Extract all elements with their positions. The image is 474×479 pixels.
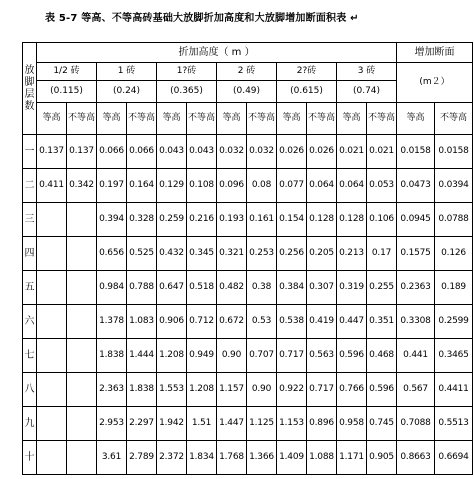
row-label: 一 [23, 135, 37, 169]
table-cell: 0.066 [127, 135, 157, 169]
table-cell: 0.596 [337, 339, 367, 373]
subheader-unequal: 不等高 [187, 103, 217, 135]
brick-size-name: 1/2 砖 [37, 63, 97, 81]
subheader-unequal: 不等高 [367, 103, 397, 135]
table-cell: 1.51 [187, 407, 217, 441]
table-cell: 0.096 [217, 169, 247, 203]
brick-size-name: 1?砖 [157, 63, 217, 81]
brick-size-value: (0.74) [337, 81, 397, 103]
table-cell: 1.083 [127, 305, 157, 339]
table-cell: 0.896 [307, 407, 337, 441]
table-cell: 0.525 [127, 237, 157, 271]
brick-size-value: (0.24) [97, 81, 157, 103]
table-cell [37, 441, 67, 475]
table-cell: 0.53 [247, 305, 277, 339]
table-cell: 0.126 [435, 237, 473, 271]
table-cell: 0.788 [127, 271, 157, 305]
table-cell: 0.411 [37, 169, 67, 203]
table-cell: 1.366 [247, 441, 277, 475]
brick-size-name: 2 砖 [217, 63, 277, 81]
table-cell: 0.193 [217, 203, 247, 237]
header-char: 放 [24, 64, 35, 76]
table-cell: 0.128 [307, 203, 337, 237]
table-cell: 0.958 [337, 407, 367, 441]
table-cell: 0.137 [67, 135, 97, 169]
table-cell: 0.328 [127, 203, 157, 237]
table-row [23, 203, 473, 237]
row-label: 五 [23, 271, 37, 305]
table-row [23, 339, 473, 373]
table-cell: 2.372 [157, 441, 187, 475]
row-label: 四 [23, 237, 37, 271]
brick-size-value: (0.115) [37, 81, 97, 103]
table-cell: 1.444 [127, 339, 157, 373]
table-cell: 0.307 [307, 271, 337, 305]
table-cell: 0.032 [247, 135, 277, 169]
header-fold-height: 折加高度（ m ） [37, 43, 397, 63]
row-label: 八 [23, 373, 37, 407]
table-cell: 0.351 [367, 305, 397, 339]
table-cell: 1.409 [277, 441, 307, 475]
row-label: 二 [23, 169, 37, 203]
table-cell: 0.1575 [397, 237, 435, 271]
table-cell: 1.171 [337, 441, 367, 475]
table-cell: 0.17 [367, 237, 397, 271]
table-cell: 0.259 [157, 203, 187, 237]
table-cell [67, 373, 97, 407]
table-cell: 0.064 [337, 169, 367, 203]
table-cell: 0.656 [97, 237, 127, 271]
table-cell: 0.164 [127, 169, 157, 203]
row-label: 十 [23, 441, 37, 475]
table-cell [37, 339, 67, 373]
table-cell: 0.7088 [397, 407, 435, 441]
table-cell: 0.745 [367, 407, 397, 441]
table-cell [67, 203, 97, 237]
table-cell: 1.834 [187, 441, 217, 475]
row-label: 九 [23, 407, 37, 441]
table-cell: 0.766 [337, 373, 367, 407]
table-cell: 3.61 [97, 441, 127, 475]
brick-size-value: (0.49) [217, 81, 277, 103]
table-cell: 2.297 [127, 407, 157, 441]
subheader-equal: 等高 [97, 103, 127, 135]
table-cell [67, 407, 97, 441]
table-cell: 0.8663 [397, 441, 435, 475]
table-cell: 0.08 [247, 169, 277, 203]
table-cell: 0.128 [337, 203, 367, 237]
table-cell: 0.441 [397, 339, 435, 373]
table-cell: 0.213 [337, 237, 367, 271]
table-cell: 0.0945 [397, 203, 435, 237]
table-cell: 2.789 [127, 441, 157, 475]
table-cell: 2.363 [97, 373, 127, 407]
table-cell [67, 237, 97, 271]
table-row [23, 407, 473, 441]
table-cell: 0.90 [247, 373, 277, 407]
table-cell: 0.0788 [435, 203, 473, 237]
table-cell: 1.208 [187, 373, 217, 407]
table-cell: 1.942 [157, 407, 187, 441]
table-cell: 0.707 [247, 339, 277, 373]
table-cell: 0.447 [337, 305, 367, 339]
subheader-unequal: 不等高 [67, 103, 97, 135]
table-cell: 0.567 [397, 373, 435, 407]
table-cell: 0.647 [157, 271, 187, 305]
table-cell [37, 237, 67, 271]
table-cell: 1.838 [97, 339, 127, 373]
row-label: 七 [23, 339, 37, 373]
table-cell [37, 407, 67, 441]
subheader-equal: 等高 [277, 103, 307, 135]
table-cell: 1.768 [217, 441, 247, 475]
brick-size-value: (0.365) [157, 81, 217, 103]
brick-size-value: (0.615) [277, 81, 337, 103]
table-cell [67, 271, 97, 305]
table-cell [67, 339, 97, 373]
table-cell: 1.157 [217, 373, 247, 407]
table-title: 表 5-7 等高、不等高砖基础大放脚折加高度和大放脚增加断面积表 ↵ [45, 13, 359, 24]
header-row-brick-names [23, 63, 473, 81]
table-cell: 0.6694 [435, 441, 473, 475]
table-cell: 0.197 [97, 169, 127, 203]
table-cell: 0.253 [247, 237, 277, 271]
table-cell: 0.108 [187, 169, 217, 203]
table-cell [67, 305, 97, 339]
table-cell: 0.129 [157, 169, 187, 203]
table-cell [37, 305, 67, 339]
table-cell: 0.949 [187, 339, 217, 373]
table-cell: 0.4411 [435, 373, 473, 407]
table-cell: 1.838 [127, 373, 157, 407]
table-cell: 0.026 [277, 135, 307, 169]
table-cell: 0.2363 [397, 271, 435, 305]
table-cell: 0.468 [367, 339, 397, 373]
table-cell: 0.596 [367, 373, 397, 407]
table-cell: 0.043 [187, 135, 217, 169]
table-row [23, 237, 473, 271]
table-cell: 0.064 [307, 169, 337, 203]
row-label: 六 [23, 305, 37, 339]
table-cell [37, 271, 67, 305]
table-cell [37, 203, 67, 237]
area-unit: (m２） [397, 63, 473, 103]
subheader-equal: 等高 [37, 103, 67, 135]
table-cell: 0.077 [277, 169, 307, 203]
table-cell: 0.717 [277, 339, 307, 373]
table-cell: 0.032 [217, 135, 247, 169]
table-cell: 0.021 [367, 135, 397, 169]
data-table-wrapper [22, 42, 472, 475]
table-cell: 0.321 [217, 237, 247, 271]
table-cell: 0.984 [97, 271, 127, 305]
table-cell: 0.384 [277, 271, 307, 305]
subheader-equal: 等高 [397, 103, 435, 135]
table-cell: 0.026 [307, 135, 337, 169]
table-row [23, 305, 473, 339]
table-cell: 0.0473 [397, 169, 435, 203]
table-cell: 0.161 [247, 203, 277, 237]
table-row [23, 271, 473, 305]
table-cell: 0.205 [307, 237, 337, 271]
data-table [22, 42, 473, 475]
subheader-unequal: 不等高 [127, 103, 157, 135]
table-cell: 2.953 [97, 407, 127, 441]
table-cell: 0.563 [307, 339, 337, 373]
table-cell: 0.432 [157, 237, 187, 271]
table-cell: 1.378 [97, 305, 127, 339]
table-cell: 1.088 [307, 441, 337, 475]
table-row [23, 169, 473, 203]
subheader-unequal: 不等高 [435, 103, 473, 135]
subheader-unequal: 不等高 [307, 103, 337, 135]
table-cell: 1.447 [217, 407, 247, 441]
table-cell: 0.717 [307, 373, 337, 407]
table-cell: 1.208 [157, 339, 187, 373]
header-char: 层 [24, 88, 35, 100]
table-cell: 0.0158 [397, 135, 435, 169]
table-cell: 0.3465 [435, 339, 473, 373]
table-cell: 0.906 [157, 305, 187, 339]
table-cell: 0.482 [217, 271, 247, 305]
table-cell: 0.0158 [435, 135, 473, 169]
table-cell: 0.066 [97, 135, 127, 169]
table-cell [37, 373, 67, 407]
table-cell: 0.342 [67, 169, 97, 203]
header-char: 数 [24, 100, 35, 112]
table-cell: 0.106 [367, 203, 397, 237]
table-cell: 0.154 [277, 203, 307, 237]
subheader-unequal: 不等高 [247, 103, 277, 135]
subheader-equal: 等高 [157, 103, 187, 135]
table-cell: 0.053 [367, 169, 397, 203]
header-row-group [23, 43, 473, 63]
table-row [23, 441, 473, 475]
table-cell: 0.255 [367, 271, 397, 305]
table-row [23, 373, 473, 407]
table-cell: 0.419 [307, 305, 337, 339]
table-row [23, 135, 473, 169]
table-cell: 0.538 [277, 305, 307, 339]
brick-size-name: 3 砖 [337, 63, 397, 81]
table-cell: 0.319 [337, 271, 367, 305]
subheader-equal: 等高 [337, 103, 367, 135]
table-cell: 0.38 [247, 271, 277, 305]
table-cell: 0.0394 [435, 169, 473, 203]
subheader-equal: 等高 [217, 103, 247, 135]
table-cell: 0.345 [187, 237, 217, 271]
header-char: 脚 [24, 76, 35, 88]
table-cell [67, 441, 97, 475]
table-cell: 0.712 [187, 305, 217, 339]
table-cell: 0.905 [367, 441, 397, 475]
table-cell: 0.2599 [435, 305, 473, 339]
brick-size-name: 2?砖 [277, 63, 337, 81]
table-cell: 0.90 [217, 339, 247, 373]
table-cell: 0.518 [187, 271, 217, 305]
brick-size-name: 1 砖 [97, 63, 157, 81]
row-label: 三 [23, 203, 37, 237]
table-cell: 1.125 [247, 407, 277, 441]
table-cell: 0.922 [277, 373, 307, 407]
row-label-header [23, 43, 37, 135]
table-cell: 0.021 [337, 135, 367, 169]
table-cell: 0.216 [187, 203, 217, 237]
table-cell: 0.137 [37, 135, 67, 169]
table-cell: 0.3308 [397, 305, 435, 339]
table-cell: 0.672 [217, 305, 247, 339]
table-cell: 0.256 [277, 237, 307, 271]
table-cell: 0.189 [435, 271, 473, 305]
table-cell: 0.5513 [435, 407, 473, 441]
table-cell: 1.153 [277, 407, 307, 441]
header-added-area: 增加断面 [397, 43, 473, 63]
table-cell: 1.553 [157, 373, 187, 407]
table-cell: 0.394 [97, 203, 127, 237]
table-cell: 0.043 [157, 135, 187, 169]
header-row-sub [23, 103, 473, 135]
